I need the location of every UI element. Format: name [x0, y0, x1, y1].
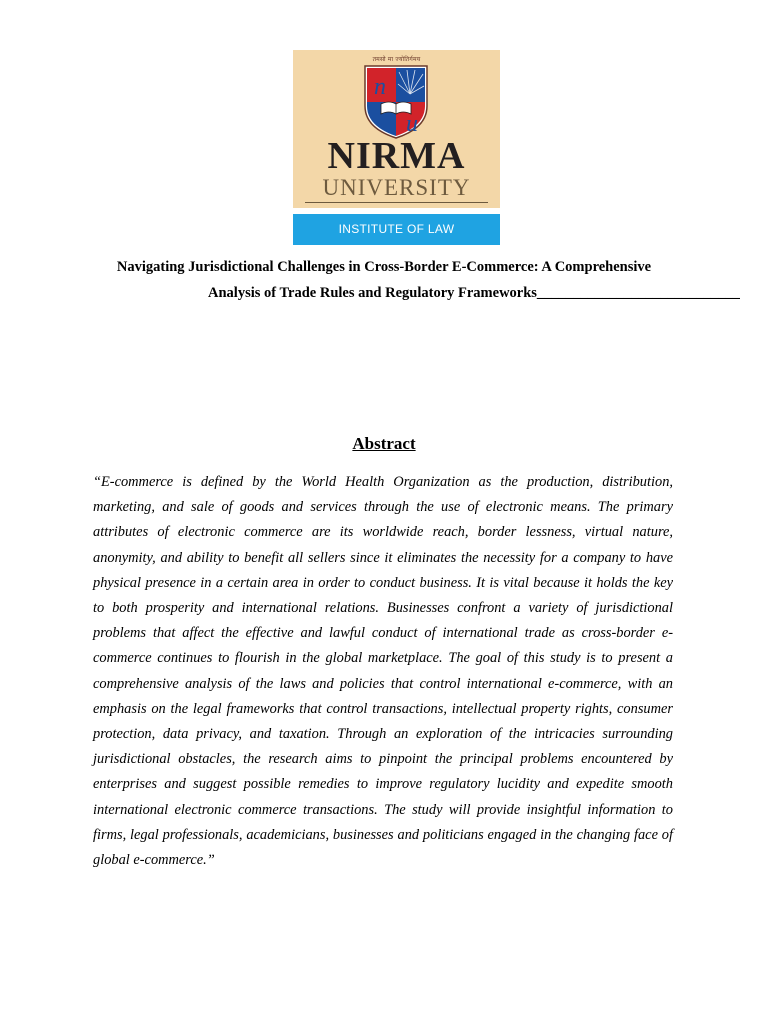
title-line-1: Navigating Jurisdictional Challenges in Cross-Border E-Commerce: A Comprehensive	[116, 259, 652, 275]
title-line-2: Analysis of Trade Rules and Regulatory Frameworks____________________________	[208, 285, 740, 301]
abstract-heading: Abstract	[352, 434, 416, 453]
svg-text:u: u	[406, 111, 418, 137]
logo-divider	[305, 202, 488, 203]
logo-institute-band: INSTITUTE OF LAW	[293, 214, 500, 245]
abstract-body: “E-commerce is defined by the World Health Organization as the production, distribution, marketing, and sale of goods and services through the use of electronic means. The primary attributes of electronic commerce are its worldwide reach, border lessness, virtual nature, anonymity, and ability to benefit all sellers since it eliminates the necessity for a company to have physical presence in a certain area in order to conduct business. It is vital because it holds the key to both prosperity and international relations. Businesses confront a variety of jurisdictional problems that affect the effective and lawful conduct of international trade as cross-border e-commerce continues to flourish in the global marketplace. The goal of this study is to present a comprehensive analysis of the laws and policies that control international e-commerce, with an emphasis on the legal frameworks that control transactions, intellectual property rights, consumer protection, data privacy, and taxation. Through an exploration of the intricacies surrounding jurisdictional obstacles, the research aims to pinpoint the principal problems encountered by enterprises and suggest possible remedies to improve regulatory lucidity and expedite smooth international electronic commerce transactions. The study will provide insightful information to firms, legal professionals, academicians, businesses and politicians engaged in the changing face of global e-commerce.”	[93, 474, 673, 869]
logo-motto: तमसो मा ज्योतिर्गमय	[372, 56, 421, 63]
logo-wordmark: NIRMA	[327, 135, 466, 177]
nirma-university-logo	[293, 50, 500, 245]
logo-background	[293, 50, 500, 208]
logo-university-text: UNIVERSITY	[322, 175, 471, 200]
shield-icon	[363, 64, 429, 140]
svg-text:n: n	[374, 74, 386, 100]
document-title	[0, 254, 768, 306]
